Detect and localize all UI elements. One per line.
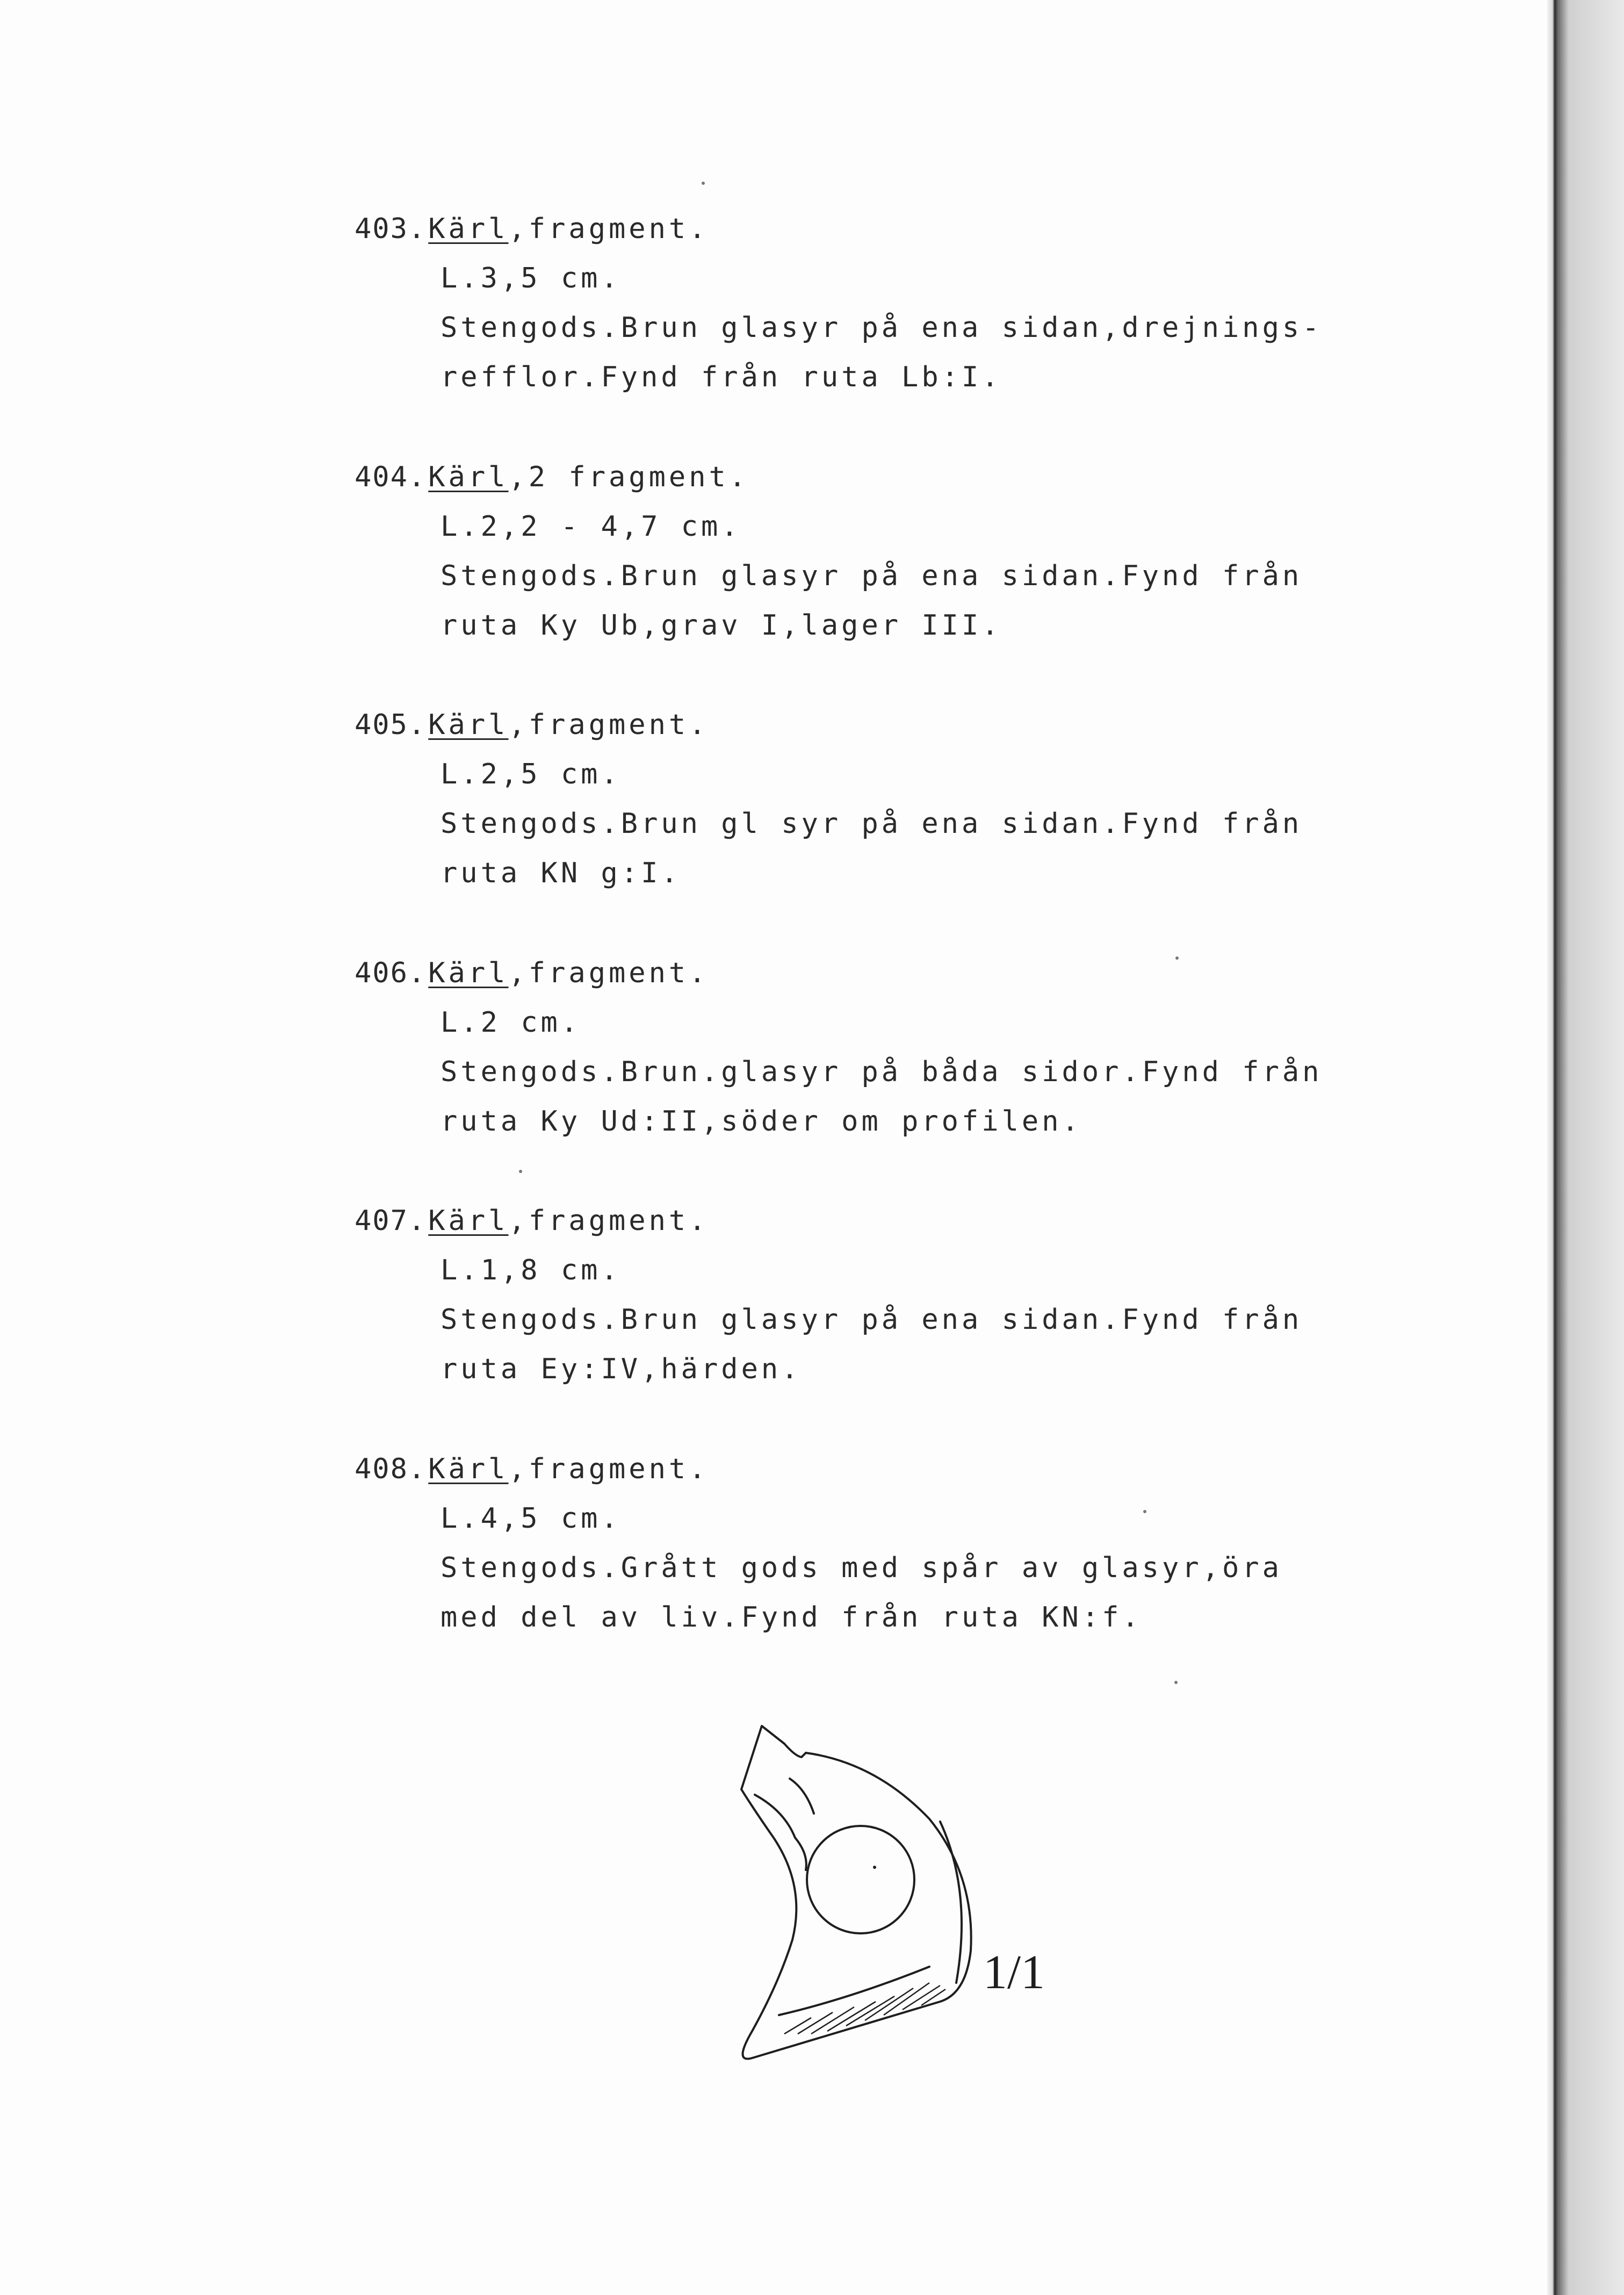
entry-description-line-2: ruta KN g:I. bbox=[441, 857, 681, 889]
entry-description-line-1: Stengods.Brun gl syr på ena sidan.Fynd från bbox=[441, 808, 1303, 840]
entry-heading: 407.Kärl,fragment. bbox=[355, 1205, 709, 1237]
ear-inner-line-2 bbox=[790, 1779, 814, 1814]
entry-heading-rest: ,fragment. bbox=[508, 709, 709, 741]
entry-heading-rest: ,fragment. bbox=[508, 957, 709, 989]
entry-item: Kärl bbox=[428, 1453, 509, 1485]
paper-speck bbox=[702, 182, 705, 185]
entry-description-line-1: Stengods.Brun glasyr på ena sidan,drejnings- bbox=[441, 312, 1323, 344]
catalog-entry-407 bbox=[355, 1196, 1429, 1394]
entry-heading-rest: ,fragment. bbox=[508, 213, 709, 245]
entry-heading-rest: ,fragment. bbox=[508, 1453, 709, 1485]
entry-length: L.2,2 - 4,7 cm. bbox=[441, 510, 741, 543]
handle-ring bbox=[807, 1826, 914, 1933]
catalog-entry-408 bbox=[355, 1444, 1429, 1642]
paper-speck bbox=[1174, 1681, 1178, 1684]
paper-speck bbox=[519, 1170, 522, 1173]
catalog-entry-406 bbox=[355, 948, 1429, 1146]
entry-item: Kärl bbox=[428, 709, 509, 741]
entry-heading: 403.Kärl,fragment. bbox=[355, 213, 709, 245]
ring-dot bbox=[873, 1866, 876, 1869]
entry-number: 407 bbox=[355, 1205, 408, 1237]
scale-label: 1/1 bbox=[983, 1946, 1045, 1999]
entry-heading: 408.Kärl,fragment. bbox=[355, 1453, 709, 1485]
entry-heading: 404.Kärl,2 fragment. bbox=[355, 461, 749, 493]
entry-description-line-1: Stengods.Brun glasyr på ena sidan.Fynd från bbox=[441, 1304, 1303, 1336]
entry-heading-rest: ,2 fragment. bbox=[508, 461, 749, 493]
entry-length: L.1,8 cm. bbox=[441, 1254, 621, 1286]
entry-description-line-1: Stengods.Brun.glasyr på båda sidor.Fynd från bbox=[441, 1056, 1323, 1088]
entry-description-line-2: ruta Ey:IV,härden. bbox=[441, 1353, 802, 1385]
vessel-fragment-sketch bbox=[704, 1714, 1069, 2080]
entry-description-line-2: ruta Ky Ub,grav I,lager III. bbox=[441, 609, 1002, 642]
entry-length: L.3,5 cm. bbox=[441, 262, 621, 294]
entry-description-line-2: refflor.Fynd från ruta Lb:I. bbox=[441, 361, 1002, 393]
entry-number: 408 bbox=[355, 1453, 408, 1485]
entry-description-line-1: Stengods.Grått gods med spår av glasyr,öra bbox=[441, 1552, 1282, 1584]
entry-item: Kärl bbox=[428, 957, 509, 989]
page-edge-shadow bbox=[1547, 0, 1624, 2295]
entry-item: Kärl bbox=[428, 213, 509, 245]
ear-inner-line bbox=[755, 1795, 806, 1870]
entry-number: 406 bbox=[355, 957, 408, 989]
entry-heading-rest: ,fragment. bbox=[508, 1205, 709, 1237]
entry-number: 404 bbox=[355, 461, 408, 493]
entry-heading: 405.Kärl,fragment. bbox=[355, 709, 709, 741]
fragment-outline bbox=[741, 1726, 971, 2059]
catalog-entry-404 bbox=[355, 452, 1429, 650]
entry-description-line-1: Stengods.Brun glasyr på ena sidan.Fynd från bbox=[441, 560, 1303, 592]
entry-length: L.2 cm. bbox=[441, 1006, 581, 1039]
entry-item: Kärl bbox=[428, 1205, 509, 1237]
entry-description-line-2: ruta Ky Ud:II,söder om profilen. bbox=[441, 1105, 1082, 1138]
entry-heading: 406.Kärl,fragment. bbox=[355, 957, 709, 989]
entry-length: L.4,5 cm. bbox=[441, 1502, 621, 1535]
entry-length: L.2,5 cm. bbox=[441, 758, 621, 790]
entry-item: Kärl bbox=[428, 461, 509, 493]
entry-number: 403 bbox=[355, 213, 408, 245]
fragment-body-line bbox=[779, 1967, 929, 2015]
entry-number: 405 bbox=[355, 709, 408, 741]
catalog-entry-403 bbox=[355, 204, 1429, 402]
entry-description-line-2: med del av liv.Fynd från ruta KN:f. bbox=[441, 1601, 1142, 1634]
catalog-entry-405 bbox=[355, 700, 1429, 898]
fragment-rim-line bbox=[940, 1822, 962, 1983]
